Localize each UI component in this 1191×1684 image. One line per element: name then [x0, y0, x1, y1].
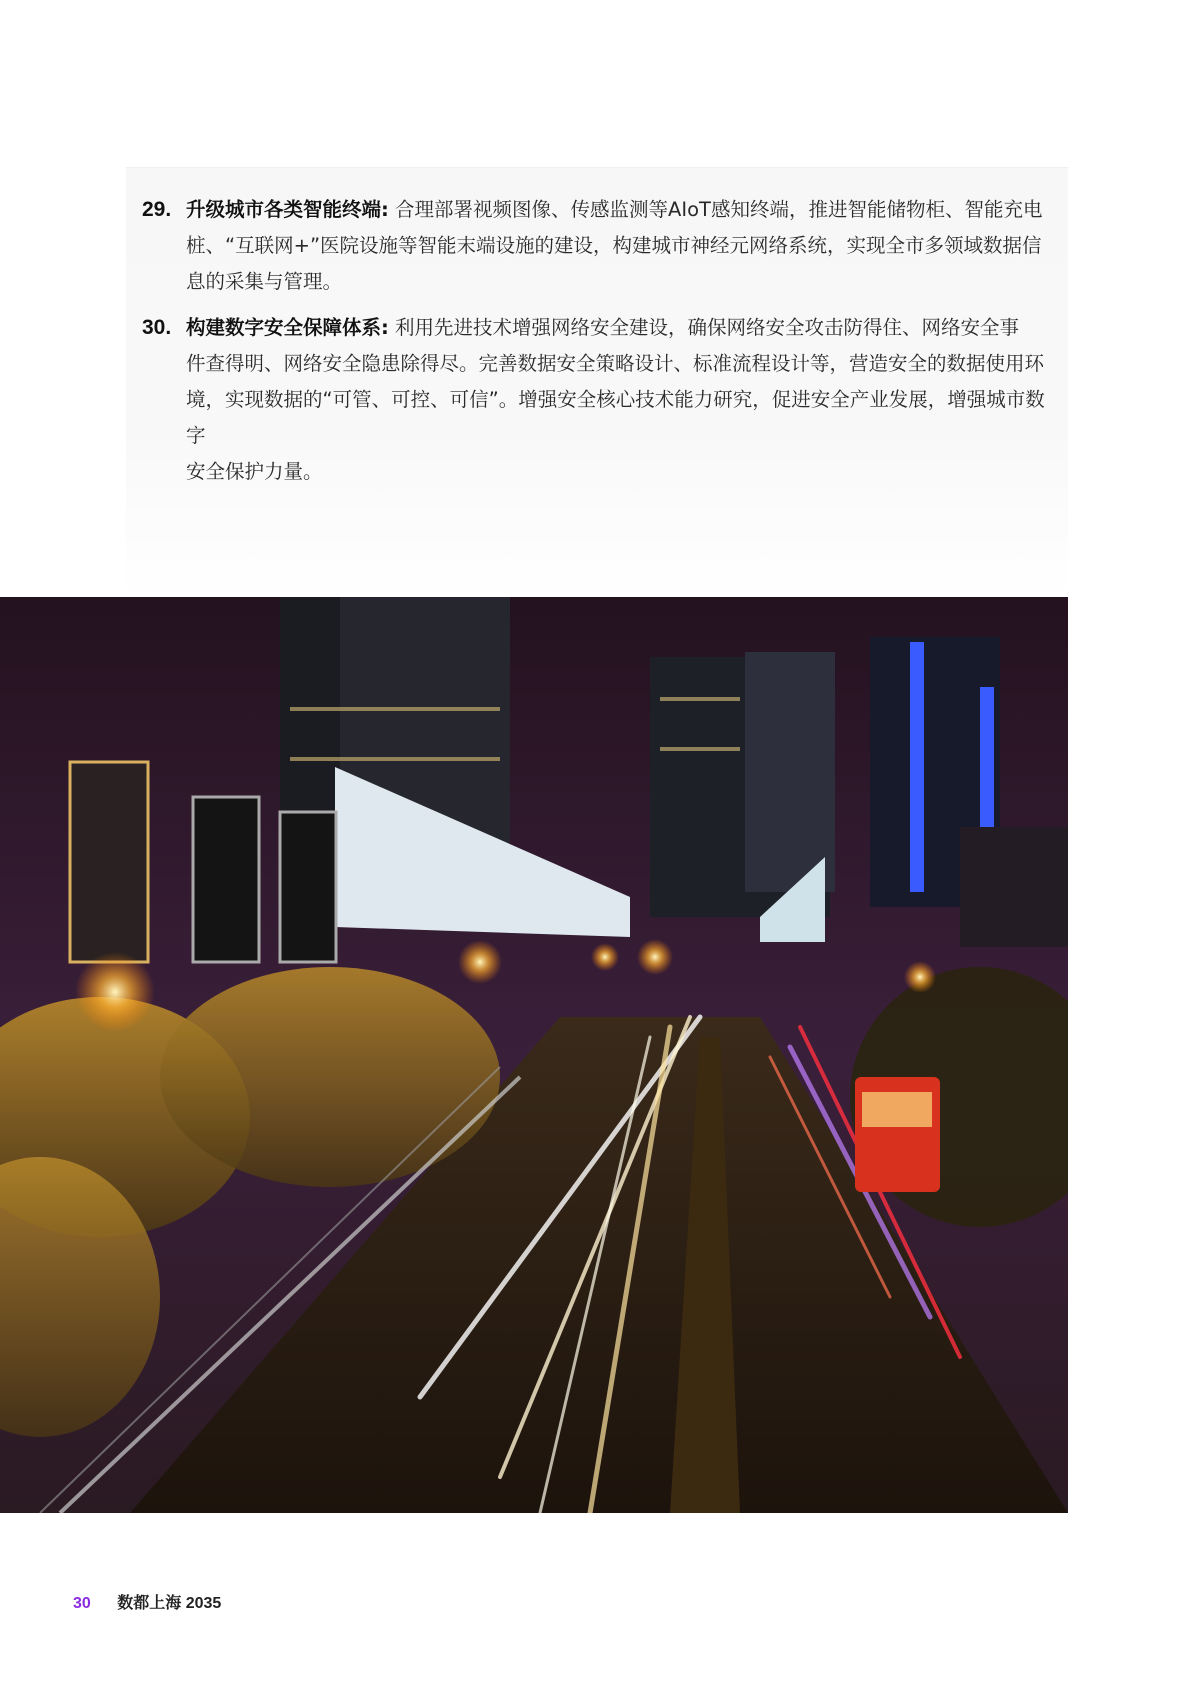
list-item-29 — [142, 192, 1062, 300]
item-number: 30. — [142, 316, 172, 339]
publication-title: 数都上海 2035 — [117, 1595, 222, 1612]
item-heading: 升级城市各类智能终端: — [186, 198, 389, 221]
page-number: 30 — [73, 1595, 91, 1612]
item-text: 升级城市各类智能终端: 合理部署视频图像、传感监测等AIoT感知终端，推进智能储物柜、智能充电 桩、“互联网+”医院设施等智能末端设施的建设，构建城市神经元网络系统，实现全市多领域数据信 息的采集与管理。 — [186, 198, 1043, 293]
item-number: 29. — [142, 198, 172, 221]
item-heading: 构建数字安全保障体系: — [186, 316, 389, 339]
list-item-30 — [142, 310, 1062, 490]
item-text: 构建数字安全保障体系: 利用先进技术增强网络安全建设，确保网络安全攻击防得住、网络安全事 件查得明、网络安全隐患除得尽。完善数据安全策略设计、标准流程设计等，营造安全的数据使用环 境，实现数据的“可管、可控、可信”。增强安全核心技术能力研究，促进安全产业发展，增强城市数字 安全保护力量。 — [186, 316, 1045, 483]
footer — [73, 1590, 221, 1613]
night-city-street-photo — [0, 597, 1068, 1513]
